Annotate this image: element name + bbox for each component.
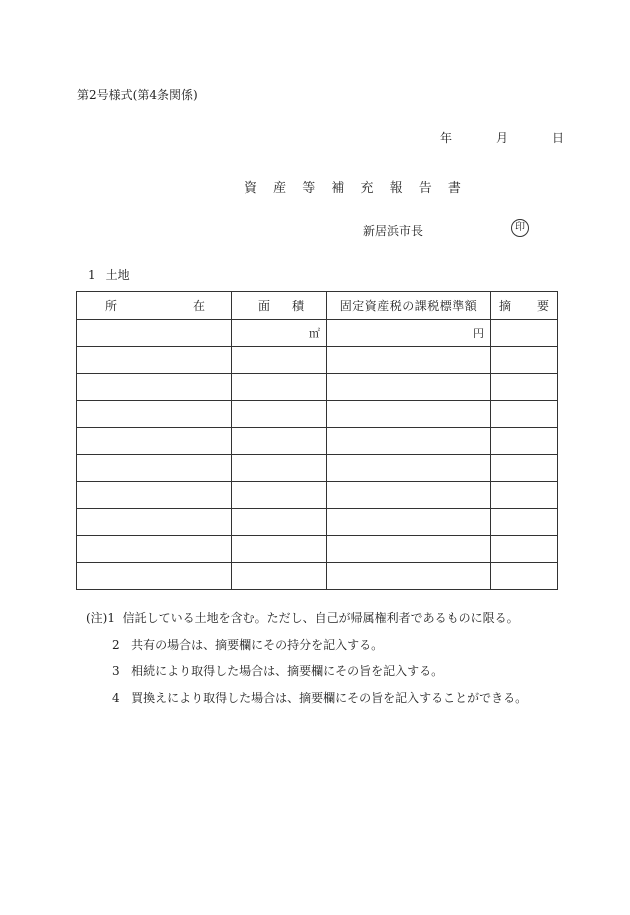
table-row <box>77 320 558 347</box>
cell-location[interactable] <box>77 347 232 374</box>
cell-summary[interactable] <box>491 563 558 590</box>
cell-area[interactable] <box>232 374 327 401</box>
cell-location[interactable] <box>77 509 232 536</box>
note-prefix: (注)1 <box>86 611 115 625</box>
cell-tax-value[interactable] <box>327 374 491 401</box>
table-row <box>77 455 558 482</box>
cell-area[interactable] <box>232 455 327 482</box>
header-area <box>232 292 327 320</box>
table-row <box>77 401 558 428</box>
land-table <box>76 291 558 590</box>
cell-tax-value[interactable] <box>327 347 491 374</box>
cell-summary[interactable] <box>491 428 558 455</box>
header-summary-part2: 要 <box>536 299 549 313</box>
cell-area[interactable] <box>232 563 327 590</box>
form-number: 第2号様式(第4条関係) <box>77 88 198 102</box>
cell-summary[interactable] <box>491 320 558 347</box>
header-tax-value: 固定資産税の課税標準額 <box>327 292 491 320</box>
cell-area[interactable] <box>232 428 327 455</box>
note-prefix: 3 <box>112 664 120 678</box>
cell-area[interactable] <box>232 509 327 536</box>
cell-summary[interactable] <box>491 509 558 536</box>
cell-tax-value[interactable] <box>327 563 491 590</box>
cell-summary[interactable] <box>491 401 558 428</box>
table-row <box>77 482 558 509</box>
cell-tax-value[interactable] <box>327 509 491 536</box>
header-area-part2: 積 <box>291 299 304 313</box>
header-location <box>77 292 232 320</box>
header-area-part1: 面 <box>258 299 271 313</box>
note-item <box>112 662 443 679</box>
cell-area[interactable] <box>232 482 327 509</box>
cell-summary[interactable] <box>491 455 558 482</box>
cell-summary[interactable] <box>491 482 558 509</box>
cell-area[interactable] <box>232 401 327 428</box>
header-location-part2: 在 <box>192 299 205 313</box>
note-item <box>112 636 383 653</box>
cell-location[interactable] <box>77 455 232 482</box>
header-summary <box>491 292 558 320</box>
note-item <box>112 689 527 706</box>
cell-tax-value[interactable] <box>327 455 491 482</box>
area-unit: ㎡ <box>309 327 320 340</box>
seal-mark: 印 <box>511 219 529 237</box>
table-header-row <box>77 292 558 320</box>
document-title: 資 産 等 補 充 報 告 書 <box>244 181 467 196</box>
yen-unit: 円 <box>473 327 484 340</box>
cell-area[interactable] <box>232 536 327 563</box>
note-prefix: 4 <box>112 691 120 705</box>
cell-area[interactable] <box>232 320 327 347</box>
cell-summary[interactable] <box>491 374 558 401</box>
cell-location[interactable] <box>77 320 232 347</box>
note-item <box>86 609 519 626</box>
section-label: 土地 <box>105 268 130 282</box>
note-text: 買換えにより取得した場合は、摘要欄にその旨を記入することができる。 <box>131 691 528 705</box>
section-heading <box>88 266 130 283</box>
cell-location[interactable] <box>77 563 232 590</box>
cell-location[interactable] <box>77 482 232 509</box>
date-line <box>440 129 564 146</box>
note-text: 信託している土地を含む。ただし、自己が帰属権利者であるものに限る。 <box>122 611 519 625</box>
table-row <box>77 374 558 401</box>
header-summary-part1: 摘 <box>499 299 512 313</box>
cell-tax-value[interactable] <box>327 401 491 428</box>
cell-summary[interactable] <box>491 536 558 563</box>
section-number: 1 <box>88 268 96 282</box>
note-text: 相続により取得した場合は、摘要欄にその旨を記入する。 <box>131 664 444 678</box>
header-location-part1: 所 <box>105 299 118 313</box>
cell-summary[interactable] <box>491 347 558 374</box>
cell-location[interactable] <box>77 428 232 455</box>
cell-area[interactable] <box>232 347 327 374</box>
cell-tax-value[interactable] <box>327 536 491 563</box>
table-row <box>77 347 558 374</box>
cell-tax-value[interactable] <box>327 482 491 509</box>
table-row <box>77 428 558 455</box>
cell-location[interactable] <box>77 374 232 401</box>
note-prefix: 2 <box>112 638 120 652</box>
cell-tax-value[interactable] <box>327 428 491 455</box>
addressee: 新居浜市長 <box>363 224 424 238</box>
date-month-label: 月 <box>496 131 509 145</box>
note-text: 共有の場合は、摘要欄にその持分を記入する。 <box>131 638 384 652</box>
cell-tax-value[interactable] <box>327 320 491 347</box>
table-row <box>77 536 558 563</box>
date-day-label: 日 <box>552 131 565 145</box>
table-row <box>77 509 558 536</box>
date-year-label: 年 <box>440 131 453 145</box>
table-row <box>77 563 558 590</box>
cell-location[interactable] <box>77 536 232 563</box>
cell-location[interactable] <box>77 401 232 428</box>
